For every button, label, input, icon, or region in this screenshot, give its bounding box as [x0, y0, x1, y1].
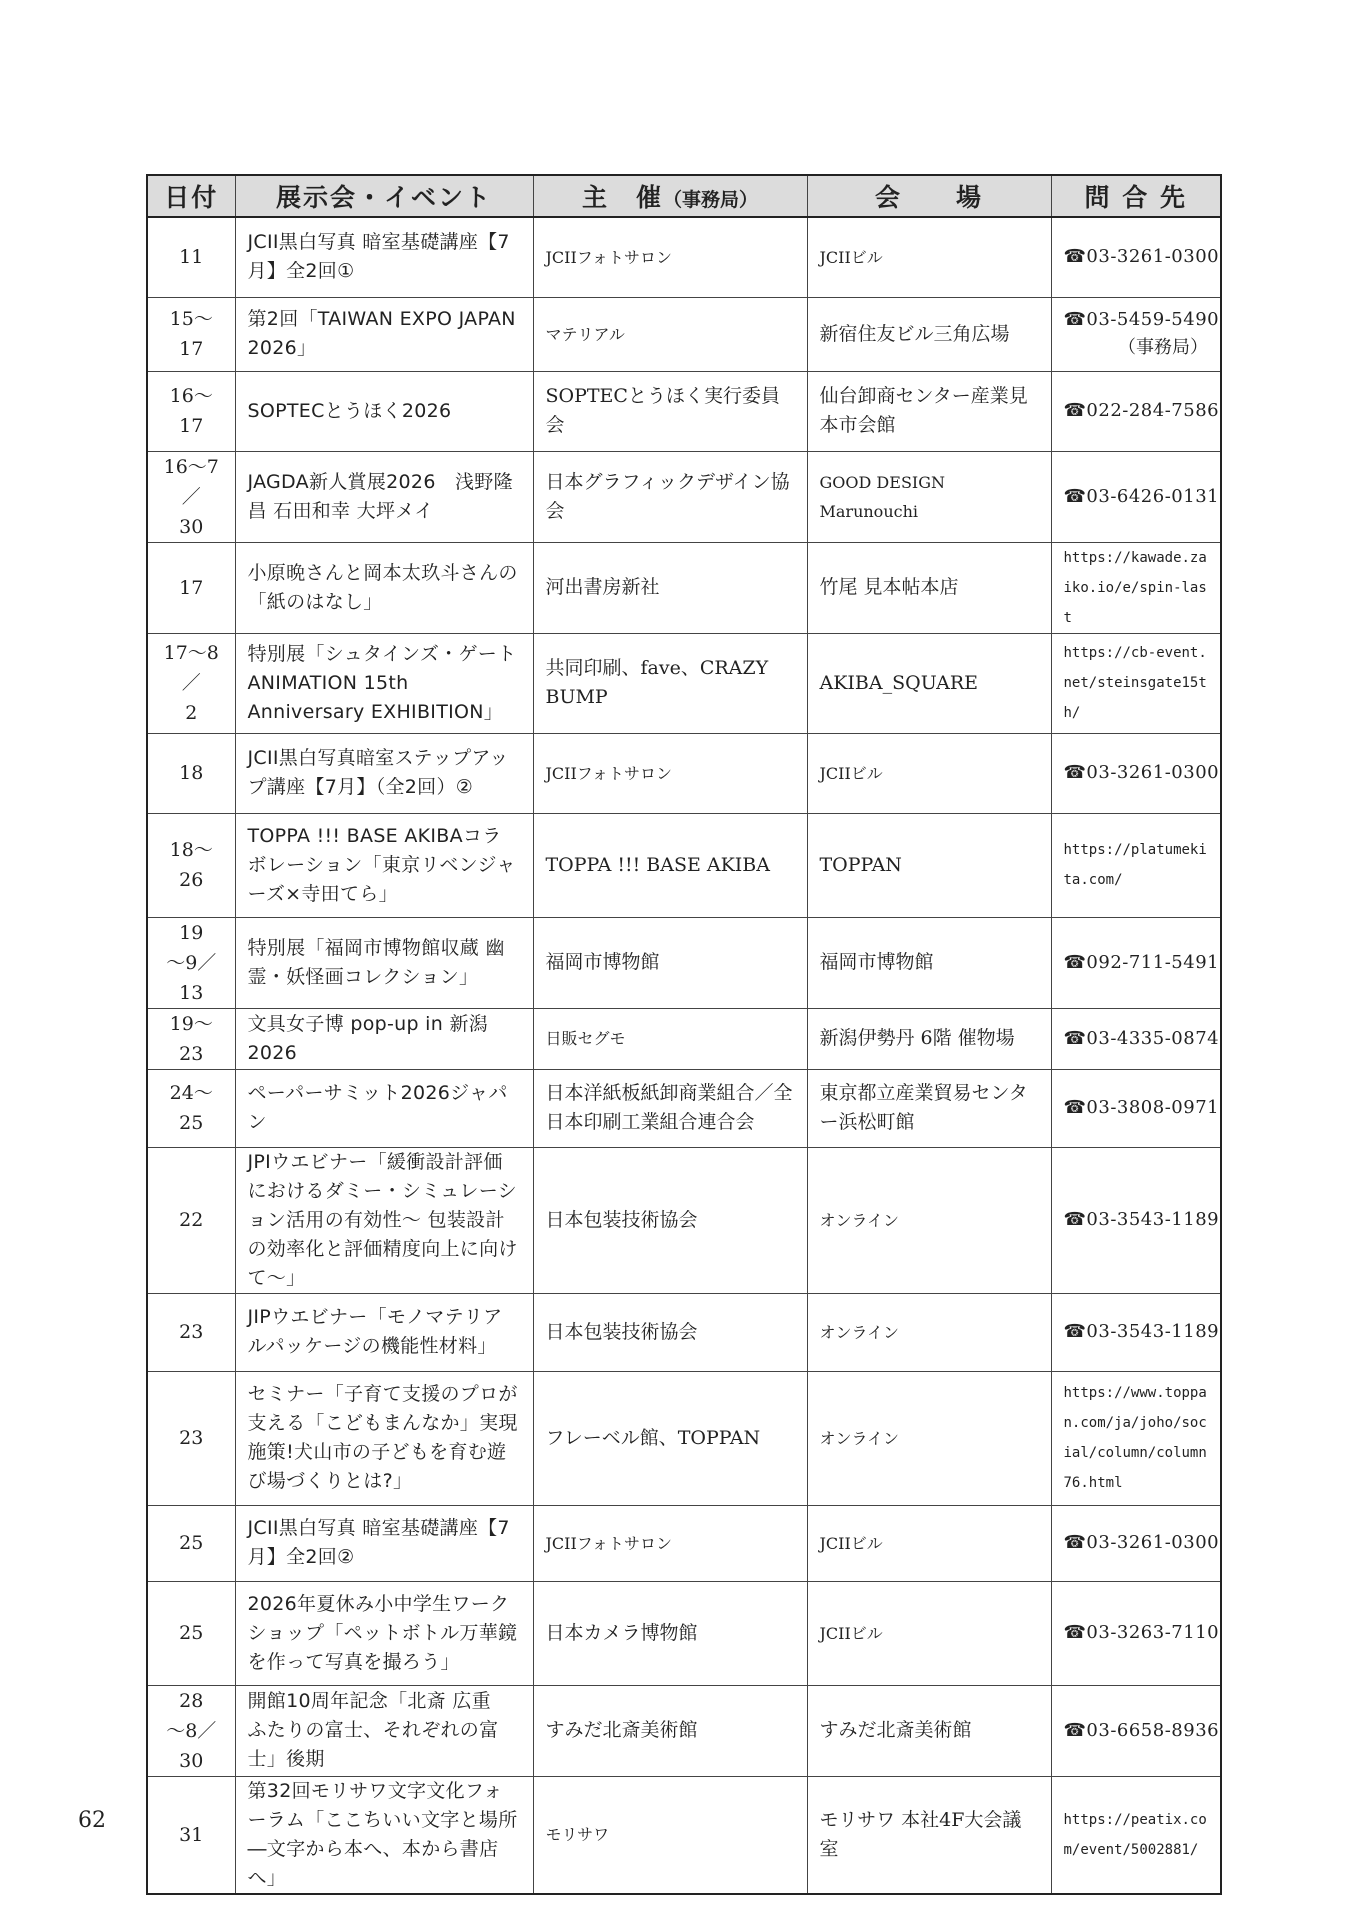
cell-date: 16～7／ 30	[147, 451, 235, 542]
contact-url-link[interactable]: https://cb-event.net/steinsgate15th/	[1063, 645, 1207, 721]
contact-phone: ☎03-3263-7110	[1063, 1622, 1220, 1643]
contact-phone: ☎03-3261-0300	[1063, 246, 1220, 268]
cell-organizer: JCIIフォトサロン	[533, 733, 807, 813]
table-row	[147, 371, 1221, 451]
cell-event: JIPウエビナー「モノマテリアルパッケージの機能性材料」	[235, 1293, 533, 1371]
cell-date: 22	[147, 1147, 235, 1293]
header-contact: 問 合 先	[1051, 175, 1221, 217]
cell-contact	[1051, 1371, 1221, 1505]
cell-contact	[1051, 297, 1221, 371]
contact-phone: ☎03-3543-1189	[1063, 1321, 1220, 1342]
cell-venue: 東京都立産業貿易センター浜松町館	[807, 1069, 1051, 1147]
cell-contact	[1051, 217, 1221, 297]
cell-venue: オンライン	[807, 1147, 1051, 1293]
cell-date: 23	[147, 1371, 235, 1505]
cell-date: 25	[147, 1505, 235, 1581]
header-venue: 会 場	[807, 175, 1051, 217]
cell-date: 15～17	[147, 297, 235, 371]
header-date: 日付	[147, 175, 235, 217]
cell-venue: JCIIビル	[807, 733, 1051, 813]
cell-venue: オンライン	[807, 1371, 1051, 1505]
cell-venue: GOOD DESIGN Marunouchi	[807, 451, 1051, 542]
cell-contact	[1051, 1505, 1221, 1581]
header-organizer-label: 主 催	[581, 183, 663, 212]
contact-url-link[interactable]: https://kawade.zaiko.io/e/spin-last	[1063, 549, 1207, 626]
cell-date: 16～17	[147, 371, 235, 451]
cell-date: 31	[147, 1776, 235, 1894]
cell-contact	[1051, 1685, 1221, 1776]
cell-organizer: 日本包装技術協会	[533, 1293, 807, 1371]
cell-venue: JCIIビル	[807, 1505, 1051, 1581]
cell-organizer: 日本カメラ博物館	[533, 1581, 807, 1685]
page-number: 62	[78, 1808, 106, 1833]
cell-event: JCII黒白写真 暗室基礎講座【7月】全2回①	[235, 217, 533, 297]
contact-url-link[interactable]: https://peatix.com/event/5002881/	[1063, 1811, 1207, 1858]
cell-venue: 竹尾 見本帖本店	[807, 542, 1051, 633]
contact-note: （事務局）	[1118, 337, 1208, 358]
cell-contact	[1051, 451, 1221, 542]
cell-date: 17	[147, 542, 235, 633]
cell-date: 19～23	[147, 1008, 235, 1069]
contact-url-link[interactable]: https://www.toppan.com/ja/joho/social/column/column76.html	[1063, 1385, 1207, 1491]
cell-venue: 新潟伊勢丹 6階 催物場	[807, 1008, 1051, 1069]
event-calendar-table	[146, 174, 1222, 1895]
cell-organizer: 河出書房新社	[533, 542, 807, 633]
table-body	[147, 217, 1221, 1894]
table-row	[147, 733, 1221, 813]
table-row	[147, 217, 1221, 297]
cell-organizer: マテリアル	[533, 297, 807, 371]
table-row	[147, 1008, 1221, 1069]
cell-date: 17～8／ 2	[147, 633, 235, 733]
cell-event: 特別展「福岡市博物館収蔵 幽霊・妖怪画コレクション」	[235, 917, 533, 1008]
cell-contact	[1051, 813, 1221, 917]
cell-venue: TOPPAN	[807, 813, 1051, 917]
contact-phone: ☎03-6426-0131	[1063, 485, 1220, 507]
cell-organizer: JCIIフォトサロン	[533, 1505, 807, 1581]
cell-organizer: TOPPA !!! BASE AKIBA	[533, 813, 807, 917]
contact-url-link[interactable]: https://platumekita.com/	[1063, 842, 1207, 888]
cell-contact	[1051, 1069, 1221, 1147]
table-row	[147, 1505, 1221, 1581]
cell-organizer: 日本洋紙板紙卸商業組合／全日本印刷工業組合連合会	[533, 1069, 807, 1147]
cell-event: セミナー「子育て支援のプロが支える「こどもまんなか」実現施策!犬山市の子どもを育む遊び場づくりとは?」	[235, 1371, 533, 1505]
cell-contact	[1051, 633, 1221, 733]
table-row	[147, 542, 1221, 633]
contact-phone: ☎03-4335-0874	[1063, 1027, 1220, 1049]
cell-date: 25	[147, 1581, 235, 1685]
contact-phone: ☎03-3543-1189	[1063, 1209, 1220, 1230]
header-organizer	[533, 175, 807, 217]
cell-organizer: フレーベル館、TOPPAN	[533, 1371, 807, 1505]
cell-event: 特別展「シュタインズ・ゲート ANIMATION 15th Anniversary EXHIBITION」	[235, 633, 533, 733]
contact-phone: ☎092-711-5491	[1063, 951, 1220, 973]
table-row	[147, 451, 1221, 542]
cell-contact	[1051, 917, 1221, 1008]
cell-venue: モリサワ 本社4F大会議室	[807, 1776, 1051, 1894]
cell-date: 19 ～9／13	[147, 917, 235, 1008]
cell-organizer: 共同印刷、fave、CRAZY BUMP	[533, 633, 807, 733]
cell-contact	[1051, 542, 1221, 633]
cell-contact	[1051, 1147, 1221, 1293]
cell-organizer: 福岡市博物館	[533, 917, 807, 1008]
table-row	[147, 1776, 1221, 1894]
cell-organizer: モリサワ	[533, 1776, 807, 1894]
cell-venue: 仙台卸商センター産業見本市会館	[807, 371, 1051, 451]
contact-phone: ☎03-3808-0971	[1063, 1097, 1220, 1118]
cell-event: 開館10周年記念「北斎 広重 ふたりの富士、それぞれの富士」後期	[235, 1685, 533, 1776]
contact-phone: ☎03-3261-0300	[1063, 1532, 1220, 1553]
cell-venue: 新宿住友ビル三角広場	[807, 297, 1051, 371]
contact-phone: ☎022-284-7586	[1063, 400, 1220, 421]
cell-event: 第2回「TAIWAN EXPO JAPAN 2026」	[235, 297, 533, 371]
cell-organizer: 日本包装技術協会	[533, 1147, 807, 1293]
table-row	[147, 1293, 1221, 1371]
table-row	[147, 1147, 1221, 1293]
cell-event: 第32回モリサワ文字文化フォーラム「ここちいい文字と場所―文字から本へ、本から書店へ」	[235, 1776, 533, 1894]
table-row	[147, 1371, 1221, 1505]
table-row	[147, 633, 1221, 733]
cell-venue: AKIBA_SQUARE	[807, 633, 1051, 733]
cell-event: JPIウエビナー「緩衝設計評価におけるダミー・シミュレーション活用の有効性～ 包装設計の効率化と評価精度向上に向けて～」	[235, 1147, 533, 1293]
cell-date: 23	[147, 1293, 235, 1371]
cell-contact	[1051, 1776, 1221, 1894]
table-row	[147, 813, 1221, 917]
header-organizer-note: （事務局）	[663, 189, 759, 211]
cell-event: SOPTECとうほく2026	[235, 371, 533, 451]
cell-event: JCII黒白写真暗室ステップアップ講座【7月】（全2回）②	[235, 733, 533, 813]
header-event: 展示会・イベント	[235, 175, 533, 217]
table-row	[147, 917, 1221, 1008]
cell-contact	[1051, 733, 1221, 813]
cell-date: 18～26	[147, 813, 235, 917]
cell-venue: JCIIビル	[807, 217, 1051, 297]
cell-organizer: 日販セグモ	[533, 1008, 807, 1069]
contact-phone: ☎03-3261-0300	[1063, 762, 1220, 783]
cell-organizer: すみだ北斎美術館	[533, 1685, 807, 1776]
cell-event: 文具女子博 pop-up in 新潟2026	[235, 1008, 533, 1069]
table-row	[147, 1581, 1221, 1685]
cell-venue: すみだ北斎美術館	[807, 1685, 1051, 1776]
cell-venue: オンライン	[807, 1293, 1051, 1371]
cell-organizer: SOPTECとうほく実行委員会	[533, 371, 807, 451]
cell-organizer: 日本グラフィックデザイン協会	[533, 451, 807, 542]
cell-contact	[1051, 1581, 1221, 1685]
cell-event: 2026年夏休み小中学生ワークショップ「ペットボトル万華鏡を作って写真を撮ろう」	[235, 1581, 533, 1685]
cell-event: 小原晩さんと岡本太玖斗さんの「紙のはなし」	[235, 542, 533, 633]
cell-event: JAGDA新人賞展2026 浅野隆昌 石田和幸 大坪メイ	[235, 451, 533, 542]
cell-date: 11	[147, 217, 235, 297]
cell-event: ペーパーサミット2026ジャパン	[235, 1069, 533, 1147]
cell-event: JCII黒白写真 暗室基礎講座【7月】全2回②	[235, 1505, 533, 1581]
table-row	[147, 297, 1221, 371]
cell-date: 28 ～8／30	[147, 1685, 235, 1776]
contact-phone: ☎03-6658-8936	[1063, 1719, 1220, 1741]
cell-contact	[1051, 371, 1221, 451]
contact-phone: ☎03-5459-5490	[1063, 309, 1220, 330]
cell-date: 18	[147, 733, 235, 813]
cell-contact	[1051, 1293, 1221, 1371]
table-row	[147, 1685, 1221, 1776]
cell-contact	[1051, 1008, 1221, 1069]
table-row	[147, 1069, 1221, 1147]
cell-venue: JCIIビル	[807, 1581, 1051, 1685]
cell-event: TOPPA !!! BASE AKIBAコラボレーション「東京リベンジャーズ×寺田てら」	[235, 813, 533, 917]
table-header-row	[147, 175, 1221, 217]
cell-date: 24～25	[147, 1069, 235, 1147]
cell-venue: 福岡市博物館	[807, 917, 1051, 1008]
cell-organizer: JCIIフォトサロン	[533, 217, 807, 297]
